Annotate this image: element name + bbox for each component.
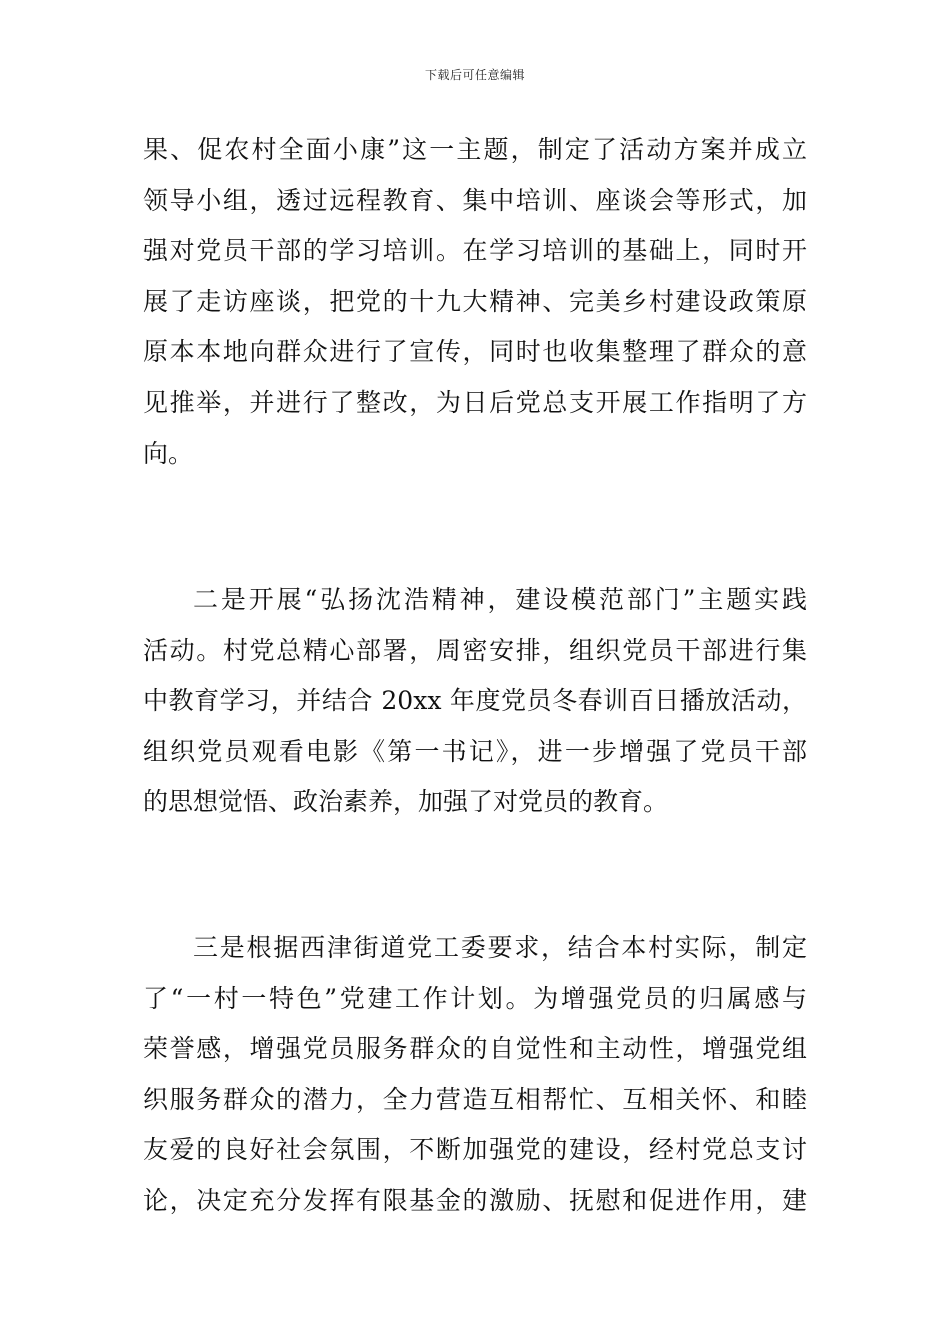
paragraph-line: 向。	[143, 438, 194, 468]
paragraph-line: 见推举，并进行了整改，为日后党总支开展工作指明了方	[143, 387, 807, 417]
page-header: 下载后可任意编辑	[424, 68, 525, 82]
paragraph-line: 强对党员干部的学习培训。在学习培训的基础上，同时开	[143, 236, 807, 266]
paragraph-3	[143, 923, 807, 1227]
paragraph-line: 活动。村党总精心部署，周密安排，组织党员干部进行集	[143, 635, 807, 665]
paragraph-line: 二是开展“弘扬沈浩精神，建设模范部门”主题实践	[193, 585, 807, 614]
paragraph-line: 展了走访座谈，把党的十九大精神、完美乡村建设政策原	[143, 286, 807, 316]
paragraph-line: 领导小组，透过远程教育、集中培训、座谈会等形式，加	[143, 185, 807, 215]
paragraph-line: 中教育学习，并结合 20xx 年度党员冬春训百日播放活动，	[143, 686, 807, 716]
paragraph-line: 的思想觉悟、政治素养，加强了对党员的教育。	[143, 787, 669, 817]
paragraph-line: 友爱的良好社会氛围，不断加强党的建设，经村党总支讨	[143, 1135, 807, 1165]
paragraph-1	[143, 125, 807, 479]
paragraph-line: 织服务群众的潜力，全力营造互相帮忙、互相关怀、和睦	[143, 1084, 807, 1114]
paragraph-line: 三是根据西津街道党工委要求，结合本村实际，制定	[193, 933, 807, 962]
paragraph-2	[143, 575, 807, 828]
paragraph-line: 了“一村一特色”党建工作计划。为增强党员的归属感与	[143, 983, 807, 1013]
paragraph-line: 荣誉感，增强党员服务群众的自觉性和主动性，增强党组	[143, 1034, 807, 1064]
paragraph-line: 果、促农村全面小康”这一主题，制定了活动方案并成立	[143, 135, 807, 164]
paragraph-line: 原本本地向群众进行了宣传，同时也收集整理了群众的意	[143, 337, 807, 367]
paragraph-line: 组织党员观看电影《第一书记》，进一步增强了党员干部	[143, 736, 807, 766]
paragraph-line: 论，决定充分发挥有限基金的激励、抚慰和促进作用，建	[143, 1185, 807, 1215]
